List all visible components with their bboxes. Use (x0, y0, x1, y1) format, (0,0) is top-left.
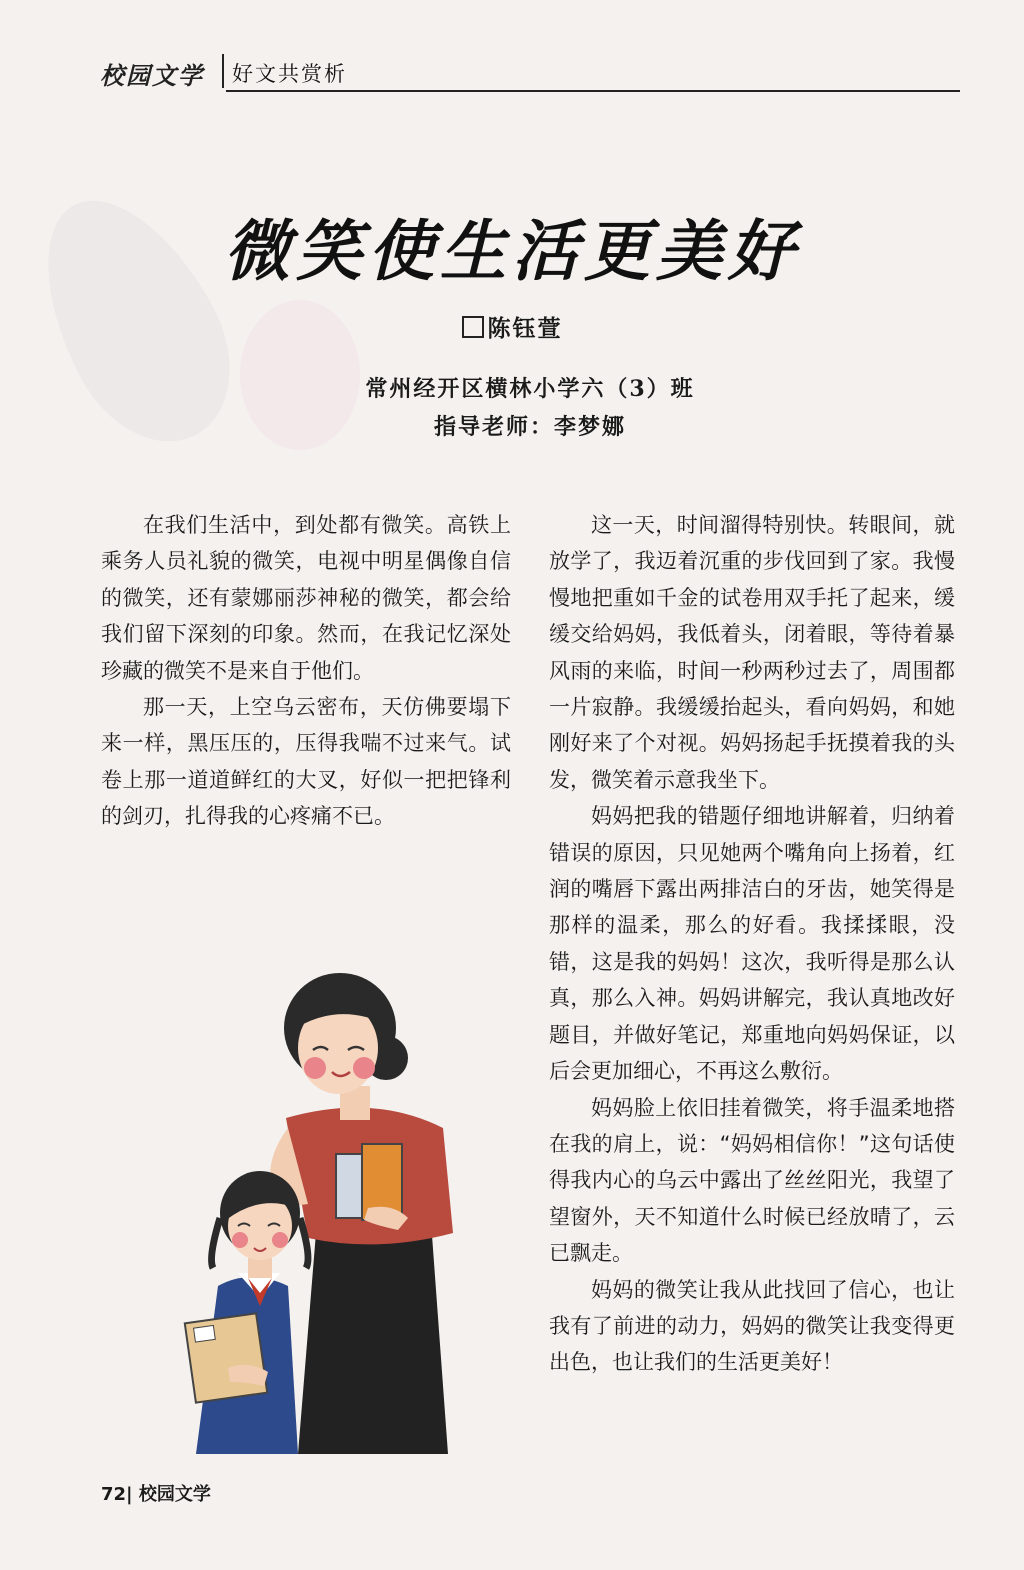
girl-figure (185, 1171, 308, 1454)
article-title: 微笑使生活更美好 (224, 212, 800, 290)
section-label: 好文共赏析 (232, 62, 347, 86)
header-separator (222, 54, 224, 88)
paragraph: 这一天，时间溜得特别快。转眼间，就放学了，我迈着沉重的步伐回到了家。我慢慢地把重如千金的试卷用双手托了起来，缓缓交给妈妈，我低着头，闭着眼，等待着暴风雨的来临，时间一秒两秒过去了，周围都一片寂静。我缓缓抬起头，看向妈妈，和她刚好来了个对视。妈妈扬起手抚摸着我的头发，微笑着示意我坐下。 (549, 513, 955, 792)
text-column-left (101, 507, 511, 835)
paragraph: 妈妈脸上依旧挂着微笑，将手温柔地搭在我的肩上，说：“妈妈相信你！”这句话使得我内心的乌云中露出了丝丝阳光，我望了望窗外，天不知道什么时候已经放晴了，云已飘走。 (549, 1095, 955, 1266)
page-header (100, 50, 960, 94)
page-footer: 72| 校园文学 (101, 1484, 211, 1505)
paragraph: 在我们生活中，到处都有微笑。高铁上乘务人员礼貌的微笑，电视中明星偶像自信的微笑，还有蒙娜丽莎神秘的微笑，都会给我们留下深刻的印象。然而，在我记忆深处珍藏的微笑不是来自于他们。 (101, 513, 511, 683)
author-box-icon (462, 316, 484, 338)
paragraph: 妈妈把我的错题仔细地讲解着，归纳着错误的原因，只见她两个嘴角向上扬着，红润的嘴唇下露出两排洁白的牙齿，她笑得是那样的温柔，那么的好看。我揉揉眼，没错，这是我的妈妈！这次，我听得是那么认真，那么入神。妈妈讲解完，我认真地改好题目，并做好笔记，郑重地向妈妈保证，以后会更加细心，不再这么敷衍。 (549, 804, 955, 1084)
author-teacher: 指导老师：李梦娜 (433, 414, 626, 440)
paragraph: 妈妈的微笑让我从此找回了信心，也让我有了前进的动力，妈妈的微笑让我变得更出色，也让我们的生活更美好！ (549, 1277, 955, 1375)
mother-daughter-illustration (168, 968, 468, 1454)
article-author (0, 310, 1024, 343)
paragraph: 那一天，上空乌云密布，天仿佛要塌下来一样，黑压压的，压得我喘不过来气。试卷上那一道道鲜红的大叉，好似一把把锋利的剑刃，扎得我的心疼痛不已。 (101, 695, 511, 829)
author-school: 常州经开区横林小学六（3）班 (365, 376, 695, 402)
author-name: 陈钰萱 (487, 315, 563, 342)
text-column-right (549, 507, 955, 1381)
header-rule (226, 90, 960, 92)
magazine-logo: 校园文学 (100, 61, 204, 90)
